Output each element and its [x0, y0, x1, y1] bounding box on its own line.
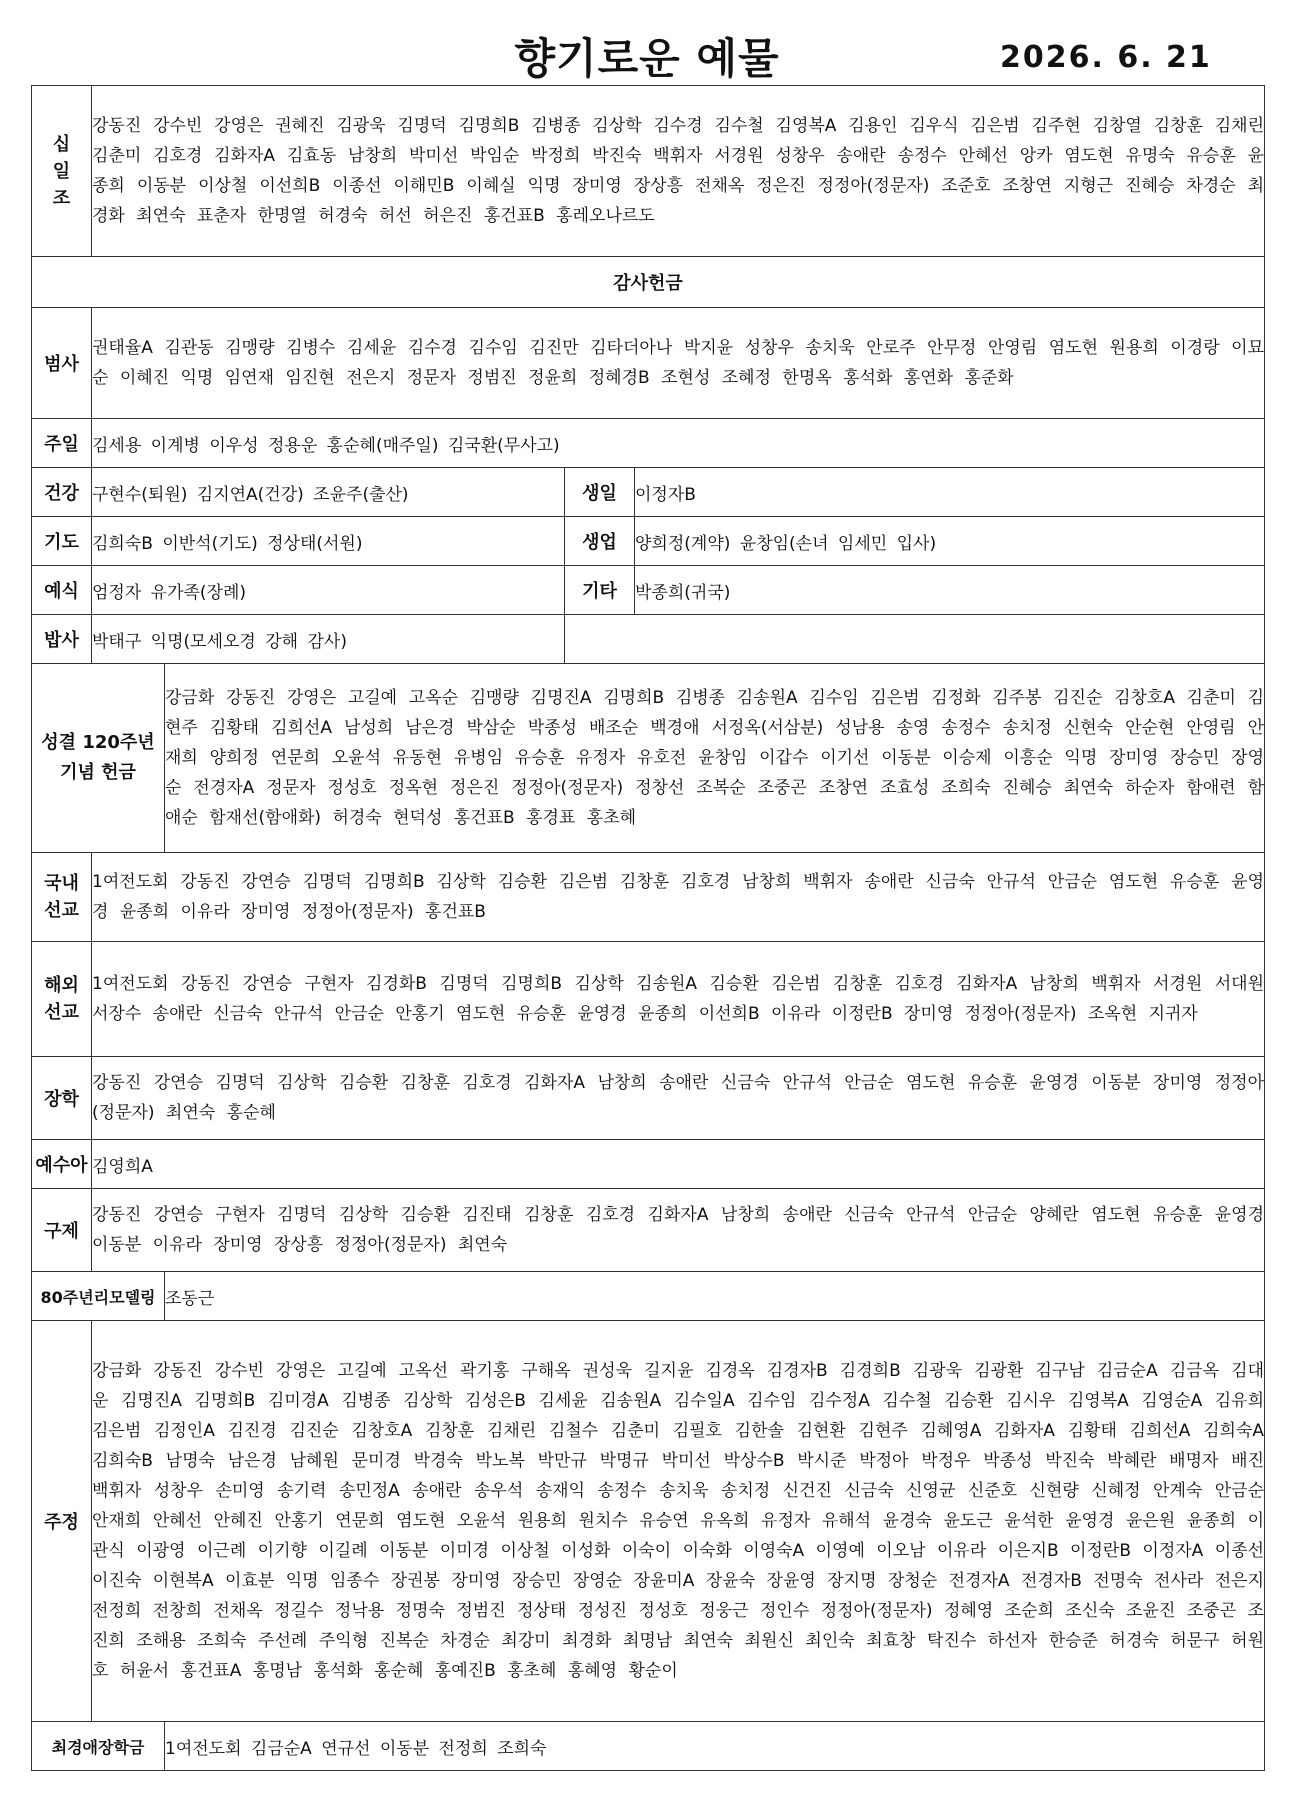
- row-jesus-child: [32, 1140, 1265, 1189]
- row-sunday: [32, 419, 1265, 468]
- label-relief: 구제: [32, 1189, 92, 1272]
- label-overseas-line2: 선교: [44, 1002, 79, 1023]
- names-etc: 박종희(귀국): [635, 566, 1265, 615]
- names-bumsa: 권태율A 김관동 김맹량 김병수 김세윤 김수경 김수임 김진만 김타더아나 박지윤 성창우 송치욱 안로주 안무정 안영림 염도현 원용희 이경랑 이묘순 이혜진 익명 임연재 임진현 전은지 정문자 정범진 정윤희 정혜경B 조현성 조혜정 한명옥 홍석화 홍연화 홍준화: [92, 308, 1265, 419]
- label-anniversary-line1: 성결 120주년: [41, 732, 155, 753]
- label-remodeling: 80주년리모델링: [32, 1272, 165, 1321]
- label-birthday: 생일: [565, 468, 635, 517]
- offering-table: [31, 85, 1265, 1771]
- label-scholarship: 장학: [32, 1057, 92, 1140]
- page-header: [0, 0, 1294, 83]
- label-meal: 밥사: [32, 615, 92, 664]
- label-overseas-line1: 해외: [44, 975, 79, 996]
- label-etc: 기타: [565, 566, 635, 615]
- empty-cell: [565, 615, 1265, 664]
- row-remodeling: [32, 1272, 1265, 1321]
- names-ceremony: 엄정자 유가족(장례): [92, 566, 565, 615]
- label-health: 건강: [32, 468, 92, 517]
- names-tithe: 강동진 강수빈 강영은 권혜진 김광욱 김명덕 김명희B 김병종 김상학 김수경 김수철 김영복A 김용인 김우식 김은범 김주현 김창열 김창훈 김채린 김춘미 김호경 김화자A 김효동 남창희 박미선 박임순 박정희 박진숙 백휘자 서경원 성창우 송애란 송정수 안혜선 앙카 염도현 유명숙 유승훈 윤종희 이동분 이상철 이선희B 이종선 이해민B 이혜실 익명 장미영 장상흥 전채옥 정은진 정정아(정문자) 조준호 조창연 지형근 진혜승 차경순 최경화 최연숙 표춘자 한명열 허경숙 허선 허은진 홍건표B 홍레오나르도: [92, 86, 1265, 257]
- label-choi-scholarship: 최경애장학금: [32, 1722, 165, 1771]
- label-domestic-line2: 선교: [44, 900, 79, 921]
- section-thanks-header: 감사헌금: [32, 257, 1265, 308]
- label-bumsa: 범사: [32, 308, 92, 419]
- label-domestic-line1: 국내: [44, 873, 79, 894]
- label-tithe: 십 일 조: [32, 86, 92, 257]
- names-remodeling: 조동근: [165, 1272, 1265, 1321]
- names-meal: 박태구 익명(모세오경 강해 감사): [92, 615, 565, 664]
- row-health-birthday: [32, 468, 1265, 517]
- names-scholarship: 강동진 강연승 김명덕 김상학 김승환 김창훈 김호경 김화자A 남창희 송애란 신금숙 안규석 안금순 염도현 유승훈 윤영경 이동분 장미영 정정아(정문자) 최연숙 홍순혜: [92, 1057, 1265, 1140]
- row-relief: [32, 1189, 1265, 1272]
- names-choi-scholarship: 1여전도회 김금순A 연규선 이동분 전정희 조희숙: [165, 1722, 1265, 1771]
- names-prayer: 김희숙B 이반석(기도) 정상태(서원): [92, 517, 565, 566]
- names-anniversary: 강금화 강동진 강영은 고길예 고옥순 김맹량 김명진A 김명희B 김병종 김송원A 김수임 김은범 김정화 김주봉 김진순 김창호A 김춘미 김현주 김황태 김희선A 남성희 남은경 박삼순 박종성 배조순 백경애 서정옥(서삼분) 성남용 송영 송정수 송치정 신현숙 안순현 안영림 안재희 양희정 연문희 오윤석 유동현 유병임 유승훈 유정자 유호전 윤창임 이갑수 이기선 이동분 이승제 이흥순 익명 장미영 장승민 장영순 전경자A 정문자 정성호 정옥현 정은진 정정아(정문자) 정창선 조복순 조중곤 조창연 조효성 조희숙 진혜승 최연숙 하순자 함애련 함애순 함재선(함애화) 허경숙 현덕성 홍건표B 홍경표 홍초혜: [165, 664, 1265, 853]
- row-thanks-header: [32, 257, 1265, 308]
- row-choi-scholarship: [32, 1722, 1265, 1771]
- label-overseas-mission: [32, 942, 92, 1057]
- names-designated: 강금화 강동진 강수빈 강영은 고길예 고옥선 곽기홍 구해옥 권성욱 길지윤 김경옥 김경자B 김경희B 김광욱 김광환 김구남 김금순A 김금옥 김대운 김명진A 김명희B 김미경A 김병종 김상학 김성은B 김세윤 김송원A 김수일A 김수임 김수정A 김수철 김승환 김시우 김영복A 김영순A 김유희 김은범 김정인A 김진경 김진순 김창호A 김창훈 김채린 김철수 김춘미 김필호 김한솔 김현환 김현주 김혜영A 김화자A 김황태 김희선A 김희숙A 김희숙B 남명숙 남은경 남혜원 문미경 박경숙 박노복 박만규 박명규 박미선 박상수B 박시준 박정아 박정우 박종성 박진숙 박혜란 배명자 배진 백휘자 성창우 손미영 송기력 송민정A 송애란 송우석 송재익 송정수 송치욱 송치정 신건진 신금숙 신영균 신준호 신현량 신혜정 안계숙 안금순 안재희 안혜선 안혜진 안홍기 연문희 염도현 오윤석 원용희 원치수 유승연 유옥희 유정자 유해석 윤경숙 윤도근 윤석한 윤영경 윤은원 윤종희 이관식 이광영 이근례 이기향 이길례 이동분 이미경 이상철 이성화 이숙이 이숙화 이영숙A 이영예 이오남 이유라 이은지B 이정란B 이정자A 이종선 이진숙 이현복A 이효분 익명 임종수 장권봉 장미영 장승민 장영순 장윤미A 장윤숙 장윤영 장지명 장청순 전경자A 전경자B 전명숙 전사라 전은지 전정희 전창희 전채옥 정길수 정낙용 정명숙 정범진 정상태 정성진 정성호 정웅근 정인수 정정아(정문자) 정혜영 조순희 조신숙 조윤진 조중곤 조진희 조해용 조희숙 주선례 주익형 진복순 차경순 최강미 최경화 최명남 최연숙 최원신 최인숙 최효창 탁진수 하선자 한승준 허경숙 허문구 허원호 허윤서 홍건표A 홍명남 홍석화 홍순혜 홍예진B 홍초혜 홍혜영 황순이: [92, 1321, 1265, 1722]
- row-domestic-mission: [32, 853, 1265, 942]
- row-designated: [32, 1321, 1265, 1722]
- row-bumsa: [32, 308, 1265, 419]
- service-date: 2026. 6. 21: [1000, 40, 1212, 75]
- names-health: 구현수(퇴원) 김지연A(건강) 조윤주(출산): [92, 468, 565, 517]
- names-business: 양희정(계약) 윤창임(손녀 임세민 입사): [635, 517, 1265, 566]
- page-title: 향기로운 예물: [514, 34, 780, 83]
- label-ceremony: 예식: [32, 566, 92, 615]
- row-tithe: [32, 86, 1265, 257]
- names-birthday: 이정자B: [635, 468, 1265, 517]
- row-anniversary: [32, 664, 1265, 853]
- label-business: 생업: [565, 517, 635, 566]
- label-jesus-child: 예수아: [32, 1140, 92, 1189]
- label-prayer: 기도: [32, 517, 92, 566]
- label-anniversary-line2: 기념 헌금: [60, 762, 136, 783]
- names-jesus-child: 김영희A: [92, 1140, 1265, 1189]
- row-scholarship: [32, 1057, 1265, 1140]
- row-overseas-mission: [32, 942, 1265, 1057]
- label-anniversary: [32, 664, 165, 853]
- row-ceremony-etc: [32, 566, 1265, 615]
- names-relief: 강동진 강연승 구현자 김명덕 김상학 김승환 김진태 김창훈 김호경 김화자A 남창희 송애란 신금숙 안규석 안금순 양혜란 염도현 유승훈 윤영경 이동분 이유라 장미영 장상흥 정정아(정문자) 최연숙: [92, 1189, 1265, 1272]
- label-sunday: 주일: [32, 419, 92, 468]
- label-domestic-mission: [32, 853, 92, 942]
- label-designated: 주정: [32, 1321, 92, 1722]
- names-domestic-mission: 1여전도회 강동진 강연승 김명덕 김명희B 김상학 김승환 김은범 김창훈 김호경 남창희 백휘자 송애란 신금숙 안규석 안금순 염도현 유승훈 윤영경 윤종희 이유라 장미영 정정아(정문자) 홍건표B: [92, 853, 1265, 942]
- names-overseas-mission: 1여전도회 강동진 강연승 구현자 김경화B 김명덕 김명희B 김상학 김송원A 김승환 김은범 김창훈 김호경 김화자A 남창희 백휘자 서경원 서대원 서장수 송애란 신금숙 안규석 안금순 안홍기 염도현 유승훈 윤영경 윤종희 이선희B 이유라 이정란B 장미영 정정아(정문자) 조옥현 지귀자: [92, 942, 1265, 1057]
- row-meal: [32, 615, 1265, 664]
- names-sunday: 김세용 이계병 이우성 정용운 홍순혜(매주일) 김국환(무사고): [92, 419, 1265, 468]
- row-prayer-business: [32, 517, 1265, 566]
